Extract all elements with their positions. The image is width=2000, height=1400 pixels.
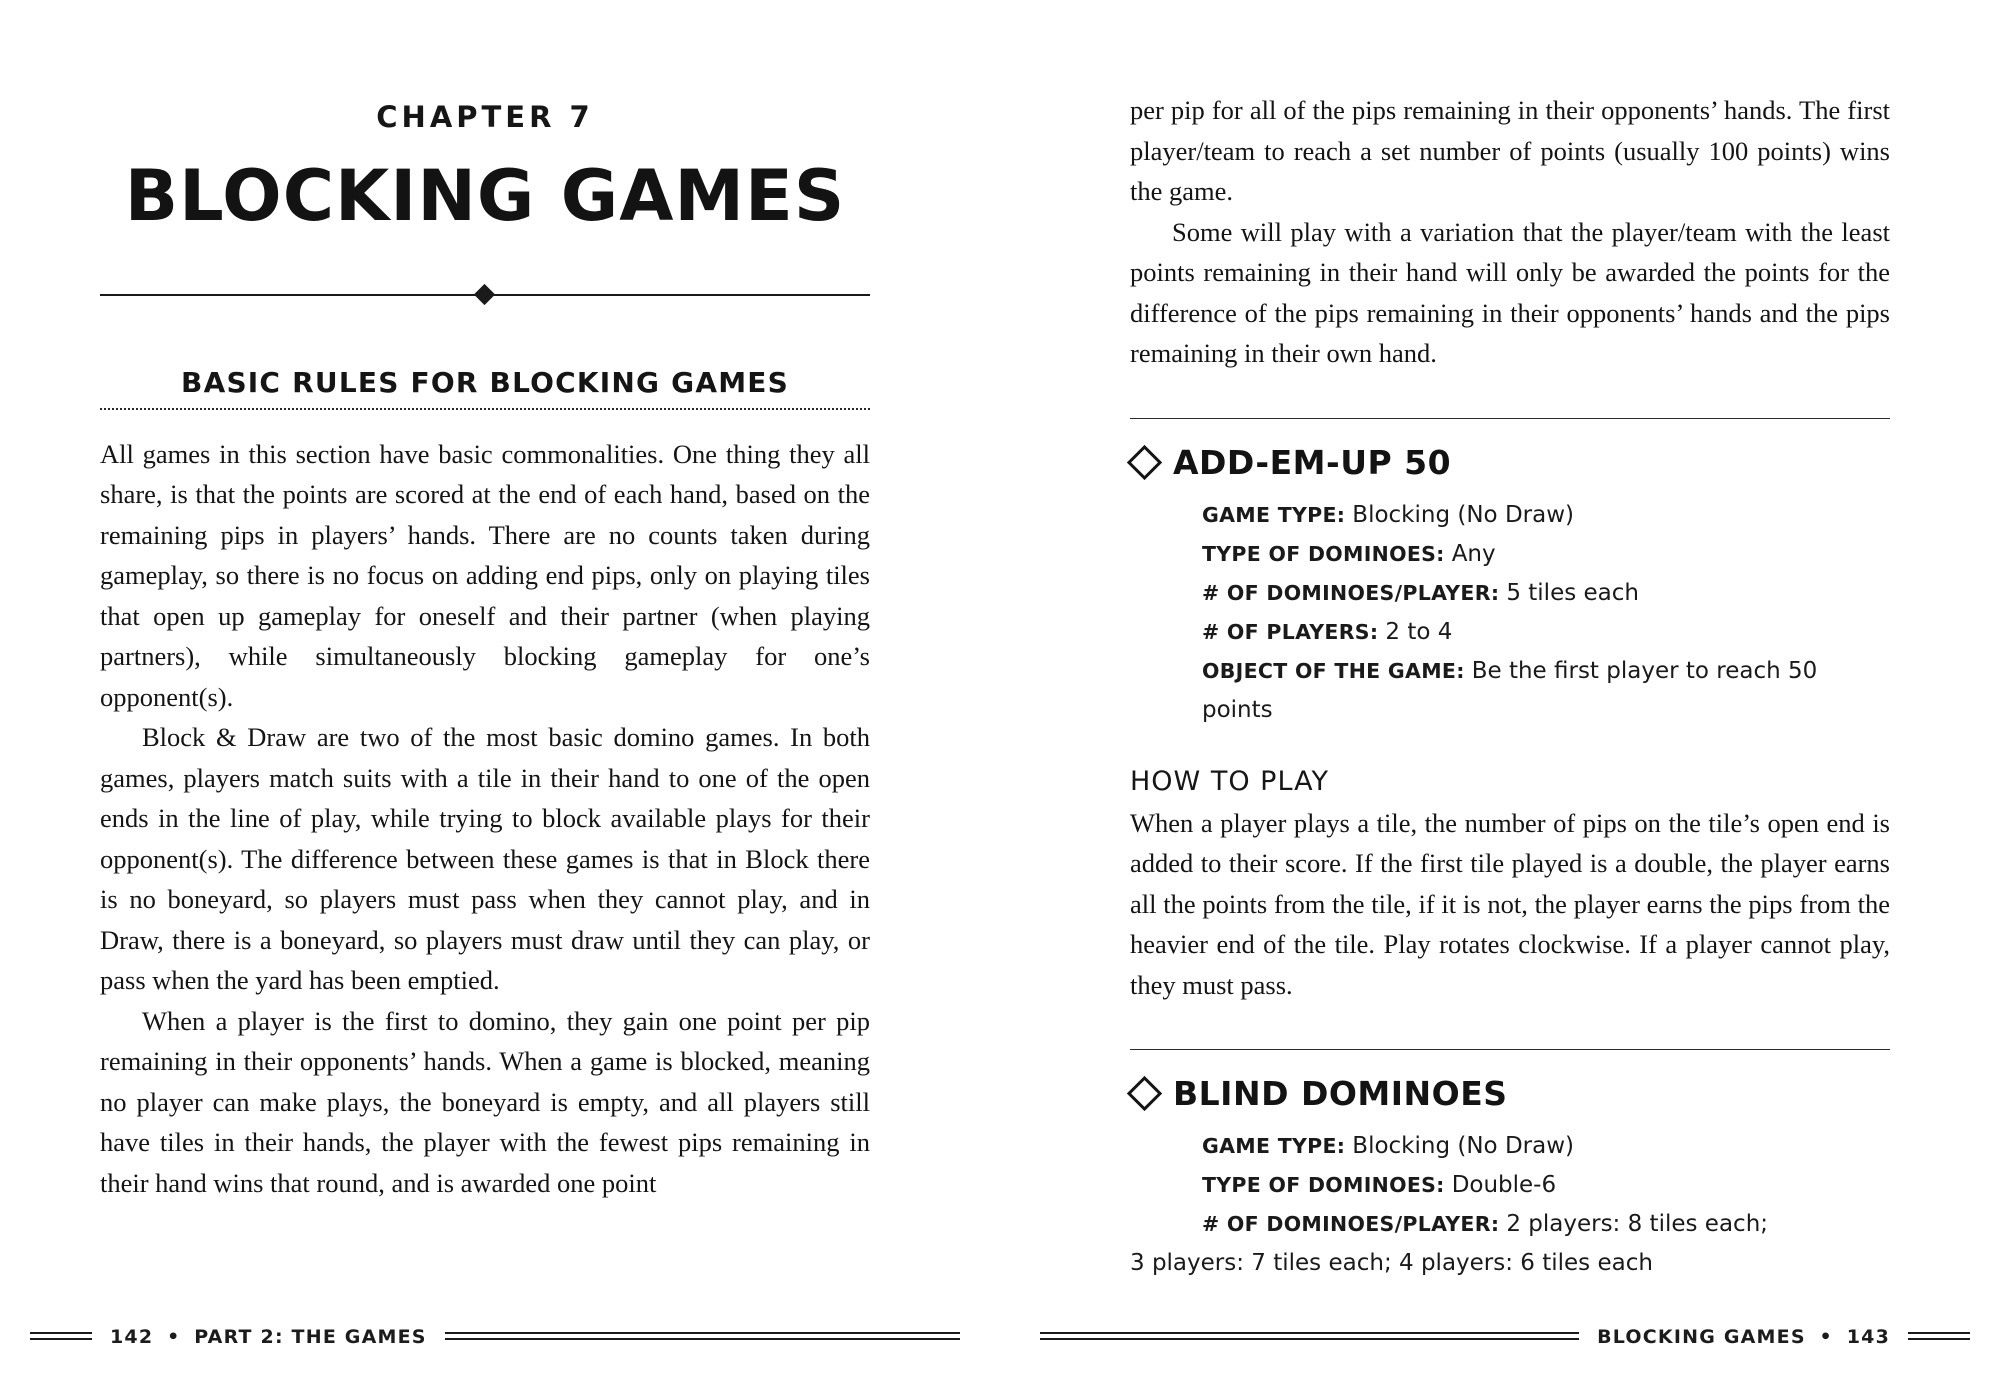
meta-row [1202,535,1890,574]
body-paragraph: Some will play with a variation that the player/team with the least points remaining in their hand will only be awarded the points for the difference of the pips remaining in their opponents’ hands and the pips remaining in their own hand. [1130,216,1890,368]
footer-label: BLOCKING GAMES [1597,1326,1806,1348]
footer-left [30,1326,960,1348]
chapter-label: CHAPTER 7 [376,100,594,134]
game-meta-list [1202,496,1890,730]
meta-value: Blocking (No Draw) [1352,501,1574,528]
diamond-icon [474,283,495,304]
how-to-play-text: When a player plays a tile, the number of pips on the tile’s open end is added to their score. If the first tile played is a double, the player earns all the points from the tile, if it is not, the player earns the pips from the heavier end of the tile. Play rotates clockwise. If a player cannot play, they must pass. [1130,807,1890,1000]
meta-row [1202,1205,1890,1244]
body-paragraph: When a player is the first to domino, they gain one point per pip remaining in their opponents’ hands. When a game is blocked, meaning no player can make plays, the boneyard is empty, and all players still have tiles in their hands, the player with the fewest pips remaining in their hand wins that round, and is awarded one point [100,1005,870,1198]
section-divider [1130,418,1890,419]
page-number: 143 [1846,1326,1890,1348]
meta-row [1202,1127,1890,1166]
game-title [1130,1074,1890,1113]
meta-key: # OF PLAYERS: [1202,619,1379,644]
footer-rule-left [30,1332,92,1342]
meta-row [1202,1166,1890,1205]
game-title-text: BLIND DOMINOES [1173,1074,1508,1113]
chapter-title: BLOCKING GAMES [124,155,846,237]
meta-value: Be the first player to reach 50 points [1202,657,1818,723]
diamond-bullet-icon [1127,1076,1162,1111]
how-to-play-heading: HOW TO PLAY [1130,765,1329,797]
right-page [1000,0,2000,1400]
body-paragraph: Block & Draw are two of the most basic domino games. In both games, players match suits with a tile in their hand to one of the open ends in the line of play, while trying to block available plays for their opponent(s). The difference between these games is that in Block there is no boneyard, so players must pass when they cannot play, and in Draw, there is a boneyard, so players must draw until they can play, or pass when the yard has been emptied. [100,722,870,995]
footer-right [1040,1326,1970,1348]
meta-key: # OF DOMINOES/PLAYER: [1202,580,1500,605]
diamond-bullet-icon [1127,444,1162,479]
meta-row [1202,613,1890,652]
game-title [1130,443,1890,482]
meta-key: GAME TYPE: [1202,1134,1346,1158]
divider-rule [100,284,870,304]
footer-separator: • [1819,1326,1833,1348]
game-meta-list [1202,1127,1890,1244]
footer-rule-left [1040,1332,1579,1342]
footer-rule-right [445,1332,960,1342]
meta-value: 2 to 4 [1385,618,1453,645]
game-entry-blind-dominoes [1130,1074,1890,1283]
body-paragraph: per pip for all of the pips remaining in their opponents’ hands. The first player/team to reach a set number of points (usually 100 points) wins the game. [1130,95,1890,206]
meta-continuation: 3 players: 7 tiles each; 4 players: 6 tiles each [1130,1250,1653,1276]
footer-rule-right [1908,1332,1970,1342]
footer-separator: • [167,1326,181,1348]
meta-row [1202,652,1890,730]
meta-value: 5 tiles each [1506,579,1639,606]
meta-row [1202,574,1890,613]
meta-key: GAME TYPE: [1202,502,1346,527]
section-divider [1130,1049,1890,1050]
meta-key: # OF DOMINOES/PLAYER: [1202,1212,1500,1236]
meta-value: Any [1451,540,1496,567]
meta-value: Double-6 [1451,1172,1557,1198]
footer-label: PART 2: THE GAMES [194,1326,427,1348]
game-title-text: ADD-EM-UP 50 [1173,442,1452,482]
meta-key: TYPE OF DOMINOES: [1202,541,1445,566]
body-paragraph: All games in this section have basic commonalities. One thing they all share, is that the points are scored at the end of each hand, based on the remaining pips in players’ hands. There are no counts taken during gameplay, so there is no focus on adding end pips, only on playing tiles that open up gameplay for oneself and their partner (when playing partners), while simultaneously blocking gameplay for one’s opponent(s). [100,438,870,712]
footer-text [1579,1326,1908,1348]
page-number: 142 [110,1326,154,1348]
meta-row [1202,496,1890,535]
meta-key: TYPE OF DOMINOES: [1202,1173,1445,1197]
meta-value: Blocking (No Draw) [1352,1133,1574,1159]
game-entry-add-em-up-50 [1130,443,1890,1006]
meta-key: OBJECT OF THE GAME: [1202,658,1465,683]
section-heading: BASIC RULES FOR BLOCKING GAMES [100,366,870,410]
footer-text [92,1326,445,1348]
meta-value: 2 players: 8 tiles each; [1506,1211,1769,1237]
